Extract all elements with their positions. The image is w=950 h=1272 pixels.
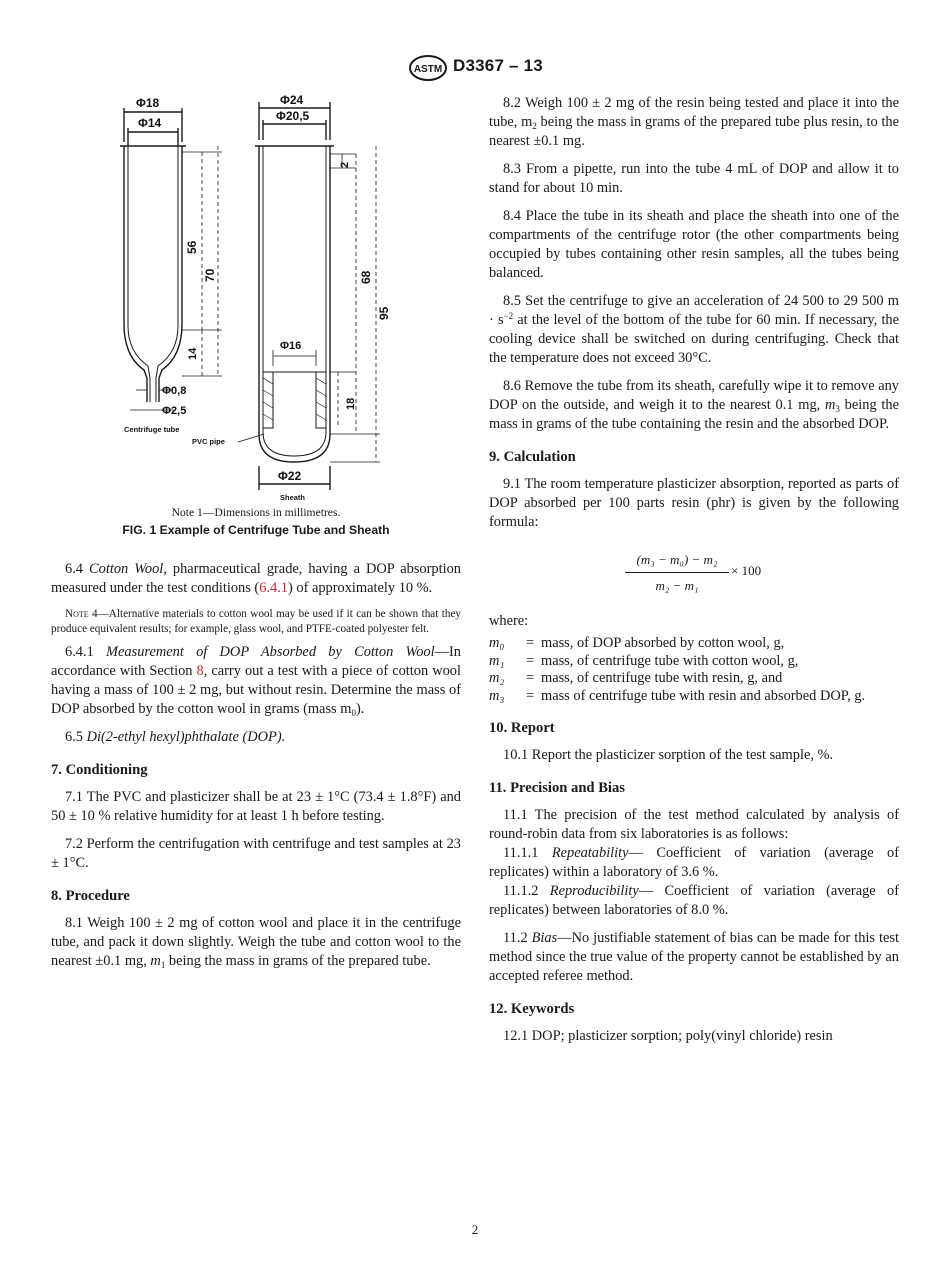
variable-row: m₀ = mass, of DOP absorbed by cotton wool, g,: [489, 635, 785, 651]
right-column: [489, 94, 899, 1055]
label-56: 56: [185, 240, 199, 254]
label-centrifuge-tube: Centrifuge tube: [124, 425, 180, 434]
heading-9-calculation: 9. Calculation: [489, 449, 576, 465]
para-6-4: 6.4 Cotton Wool, pharmaceutical grade, having a DOP absorption measured under the test conditions (6.4.1) of approximately 10 %.: [51, 561, 462, 596]
formula-multiplier: × 100: [731, 563, 762, 578]
para-10-1: 10.1 Report the plasticizer sorption of the test sample, %.: [503, 747, 834, 763]
formula-denominator: m₂ − m₁: [655, 578, 699, 593]
para-6-4-1: 6.4.1 Measurement of DOP Absorbed by Cotton Wool—In accordance with Section 8, carry out a test with a piece of cotton wool having a mass of 100 ± 2 mg, but without resin. Determine the mass of DOP absorbed by the cotton wool in grams (mass $m_0$).: [51, 644, 461, 718]
figure-caption: FIG. 1 Example of Centrifuge Tube and Sheath: [122, 523, 390, 537]
label-d24: Φ24: [280, 94, 304, 107]
figure-centrifuge-tube-diagram: [116, 94, 406, 504]
heading-7-conditioning: 7. Conditioning: [51, 762, 148, 778]
label-d14: Φ14: [138, 116, 162, 130]
page-header: [0, 54, 950, 84]
heading-11-precision-bias: 11. Precision and Bias: [489, 780, 625, 796]
where-label: where:: [489, 613, 529, 629]
label-68: 68: [359, 270, 373, 284]
label-d08: Φ0,8: [162, 385, 187, 397]
label-d22: Φ22: [278, 469, 302, 483]
page-number: 2: [471, 1222, 479, 1237]
heading-10-report: 10. Report: [489, 720, 555, 736]
ref-6-4-1-link[interactable]: 6.4.1: [259, 580, 288, 596]
astm-logo-icon: [408, 54, 448, 82]
heading-8-procedure: 8. Procedure: [51, 888, 130, 904]
para-7-1: 7.1 The PVC and plasticizer shall be at 23 ± 1°C (73.4 ± 1.8°F) and 50 ± 10 % relative humidity for at least 1 h before testing.: [51, 789, 461, 824]
label-d16: Φ16: [280, 340, 302, 352]
note-4: Note 4—Alternative materials to cotton wool may be used if it can be shown that they produce equivalent results; for example, glass wool, and PTFE-coated polyester felt.: [51, 608, 461, 635]
label-pvc-pipe: PVC pipe: [192, 437, 225, 446]
label-18: 18: [345, 397, 357, 410]
left-column: [51, 560, 461, 980]
label-d18: Φ18: [136, 96, 160, 110]
para-11-2: 11.2 Bias—No justifiable statement of bias can be made for this test method since the true value of the property cannot be established by an accepted referee method.: [489, 930, 899, 984]
para-6-5: 6.5 Di(2-ethyl hexyl)phthalate (DOP).: [65, 729, 286, 745]
variable-list: [489, 635, 899, 705]
variable-row: m₂ = mass, of centrifuge tube with resin, g, and: [489, 670, 783, 686]
ref-section-8-link[interactable]: 8: [196, 663, 204, 679]
para-8-4: 8.4 Place the tube in its sheath and place the sheath into one of the compartments of the centrifuge rotor (the other compartments being occupied by tubes containing other resin samples, all the tubes being balanced.: [489, 208, 899, 281]
label-d25: Φ2,5: [162, 405, 187, 417]
para-8-6: 8.6 Remove the tube from its sheath, carefully wipe it to remove any DOP on the outside, and weigh it to the nearest 0.1 mg, $m_3$ being the mass in grams of the tube containing the resin and the absorbed DOP.: [489, 378, 899, 432]
para-8-3: 8.3 From a pipette, run into the tube 4 mL of DOP and allow it to stand for about 10 min.: [489, 161, 899, 196]
para-9-1: 9.1 The room temperature plasticizer absorption, reported as parts of DOP absorbed per 100 parts resin (phr) is given by the following formula:: [489, 476, 899, 530]
label-d205: Φ20,5: [276, 109, 310, 123]
label-14: 14: [187, 347, 199, 360]
variable-row: m₃ = mass of centrifuge tube with resin and absorbed DOP, g.: [489, 687, 866, 704]
para-8-2: 8.2 Weigh 100 ± 2 mg of the resin being tested and place it into the tube, $m_2$ being the mass in grams of the prepared tube plus resin, to the nearest ±0.1 mg.: [489, 95, 899, 149]
label-95: 95: [377, 306, 391, 320]
para-12-1: 12.1 DOP; plasticizer sorption; poly(vinyl chloride) resin: [503, 1028, 833, 1044]
label-2: 2: [339, 161, 351, 168]
label-sheath: Sheath: [280, 493, 306, 502]
para-8-1: 8.1 Weigh 100 ± 2 mg of cotton wool and place it in the centrifuge tube, and pack it down slightly. Weigh the tube and cotton wool to the nearest ±0.1 mg, $m_1$ being the mass in grams of the prepared tube.: [51, 915, 461, 970]
heading-12-keywords: 12. Keywords: [489, 1001, 575, 1017]
astm-logo-text: ASTM: [413, 64, 443, 75]
figure-note: Note 1—Dimensions in millimetres.: [171, 506, 341, 519]
para-11-1-1: 11.1.1 Repeatability— Coefficient of variation (average of replicates) within a laboratory of 3.6 %.: [489, 845, 899, 880]
document-id: D3367 – 13: [453, 56, 543, 75]
para-11-1: 11.1 The precision of the test method calculated by analysis of round-robin data from six laboratories is as follows:: [489, 807, 899, 842]
formula-fraction: [625, 550, 729, 595]
para-7-2: 7.2 Perform the centrifugation with centrifuge and test samples at 23 ± 1°C.: [51, 836, 461, 871]
variable-row: m₁ = mass, of centrifuge tube with cotton wool, g,: [489, 652, 799, 669]
absorption-formula: [489, 550, 899, 606]
formula-numerator: (m₃ − m₀) − m₂: [636, 552, 718, 567]
para-11-1-2: 11.1.2 Reproducibility— Coefficient of variation (average of replicates) between laboratories of 8.0 %.: [489, 883, 899, 918]
para-8-5: 8.5 Set the centrifuge to give an acceleration of 24 500 to 29 500 $m \cdot s^{-2}$ at the level of the bottom of the tube for 60 min. If necessary, the cooling device shall be switched on during centrifuging. Check that the temperature does not exceed 30°C.: [489, 293, 899, 366]
label-70: 70: [203, 268, 217, 282]
